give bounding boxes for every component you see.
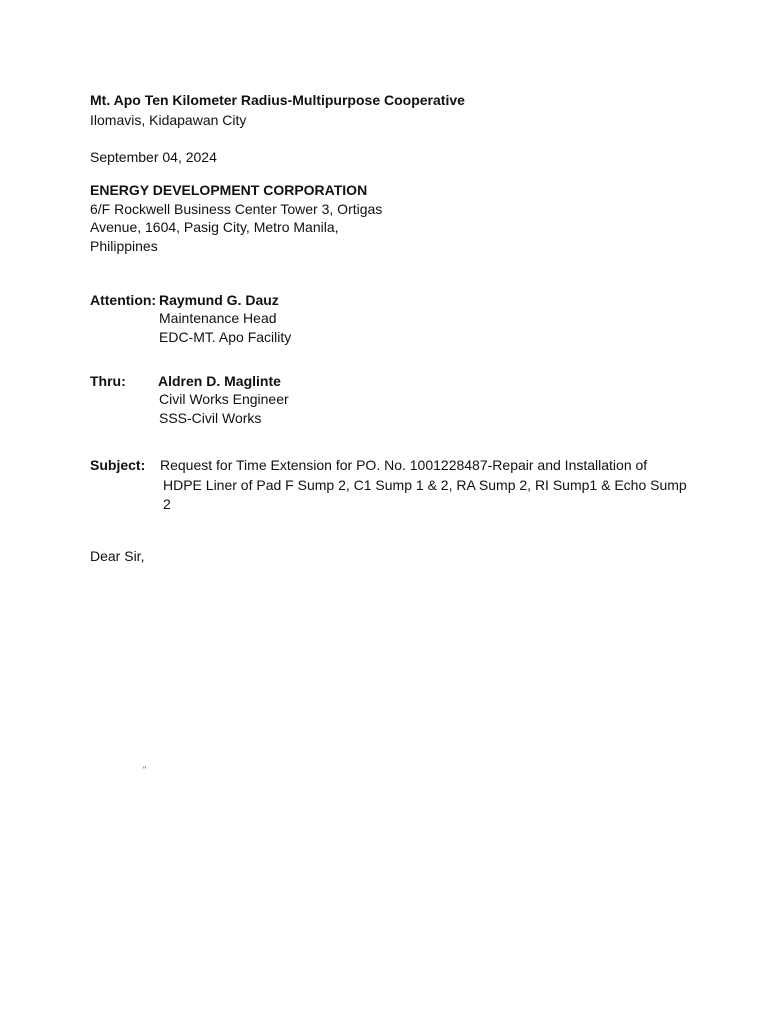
- recipient-company: ENERGY DEVELOPMENT CORPORATION: [90, 182, 368, 198]
- thru-title: Civil Works Engineer: [159, 391, 289, 407]
- subject-line-3: 2: [163, 496, 171, 512]
- letter-date: September 04, 2024: [90, 149, 217, 165]
- thru-org: SSS-Civil Works: [159, 410, 262, 426]
- salutation: Dear Sir,: [90, 548, 145, 564]
- recipient-address-line-3: Philippines: [90, 238, 158, 254]
- attention-title: Maintenance Head: [159, 310, 277, 326]
- thru-name: Aldren D. Maglinte: [158, 373, 281, 389]
- recipient-address-line-2: Avenue, 1604, Pasig City, Metro Manila,: [90, 219, 339, 235]
- sender-address: Ilomavis, Kidapawan City: [90, 112, 247, 128]
- stray-mark: ": [143, 765, 147, 775]
- recipient-address-line-1: 6/F Rockwell Business Center Tower 3, Ortigas: [90, 201, 383, 217]
- subject-line-2: HDPE Liner of Pad F Sump 2, C1 Sump 1 & 2, RA Sump 2, RI Sump1 & Echo Sump: [163, 477, 687, 493]
- attention-org: EDC-MT. Apo Facility: [159, 329, 292, 345]
- attention-label: Attention:: [90, 292, 157, 308]
- sender-name: Mt. Apo Ten Kilometer Radius-Multipurpose Cooperative: [90, 92, 465, 108]
- subject-line-1: Request for Time Extension for PO. No. 1001228487-Repair and Installation of: [160, 457, 648, 473]
- thru-label: Thru:: [90, 373, 126, 389]
- subject-label: Subject:: [90, 457, 146, 473]
- attention-name: Raymund G. Dauz: [159, 292, 279, 308]
